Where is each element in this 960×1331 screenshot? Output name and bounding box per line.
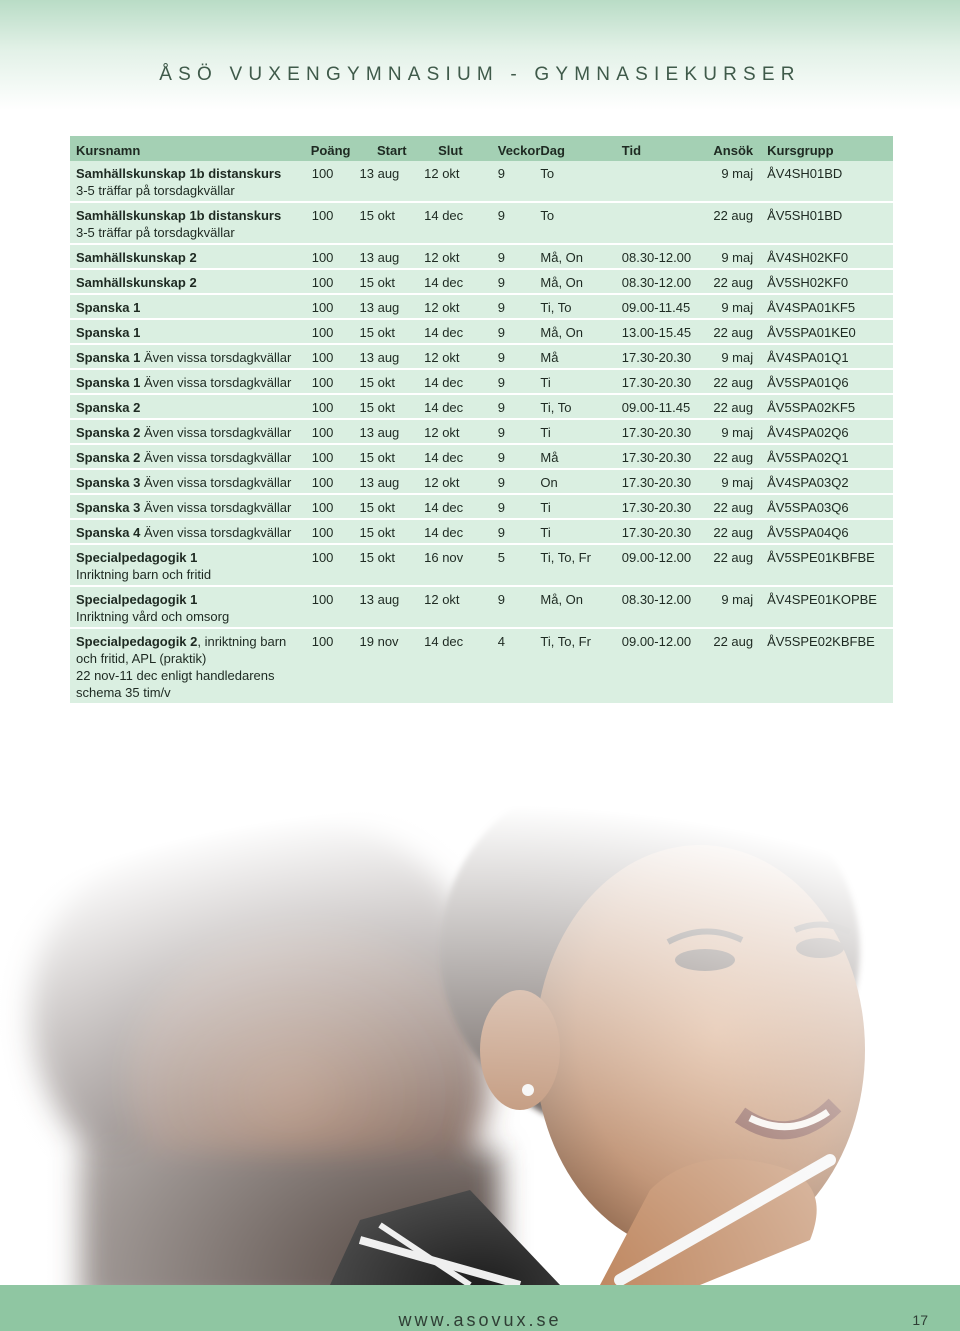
course-name-note: , inriktning barn	[197, 634, 287, 649]
table-row	[70, 444, 893, 469]
course-points-cell: 100	[302, 519, 360, 544]
course-day-cell: Ti	[540, 494, 621, 519]
course-name-subline: schema 35 tim/v	[76, 685, 171, 700]
course-name-cell	[70, 369, 302, 394]
course-points-cell: 100	[302, 161, 360, 202]
course-name: Spanska 3	[76, 500, 141, 515]
course-start-cell: 15 okt	[360, 519, 425, 544]
col-header-weeks: Veckor	[498, 136, 541, 161]
table-row	[70, 586, 893, 628]
course-group-cell: ÅV5SPA02KF5	[767, 394, 893, 419]
course-end-cell: 14 dec	[424, 628, 498, 704]
course-start-cell: 15 okt	[360, 319, 425, 344]
course-group-cell: ÅV4SPA03Q2	[767, 469, 893, 494]
course-name-cell	[70, 394, 302, 419]
course-group-cell: ÅV4SPA01KF5	[767, 294, 893, 319]
course-apply-cell: 22 aug	[713, 369, 767, 394]
table-row	[70, 469, 893, 494]
course-group-cell: ÅV5SPA03Q6	[767, 494, 893, 519]
course-apply-cell: 22 aug	[713, 269, 767, 294]
course-weeks-cell: 9	[498, 394, 541, 419]
course-name-cell	[70, 269, 302, 294]
course-start-cell: 13 aug	[360, 586, 425, 628]
course-name-cell	[70, 519, 302, 544]
course-weeks-cell: 9	[498, 469, 541, 494]
course-time-cell: 09.00-11.45	[622, 294, 713, 319]
course-weeks-cell: 9	[498, 494, 541, 519]
table-row	[70, 494, 893, 519]
col-header-apply: Ansök	[713, 136, 767, 161]
course-name-cell	[70, 444, 302, 469]
course-time-cell: 08.30-12.00	[622, 244, 713, 269]
course-day-cell: Må, On	[540, 319, 621, 344]
course-time-cell	[622, 161, 713, 202]
course-name: Specialpedagogik 2	[76, 634, 198, 649]
course-name-cell	[70, 202, 302, 244]
course-apply-cell: 22 aug	[713, 519, 767, 544]
course-start-cell: 13 aug	[360, 469, 425, 494]
col-header-time: Tid	[622, 136, 713, 161]
course-end-cell: 14 dec	[424, 269, 498, 294]
course-start-cell: 15 okt	[360, 269, 425, 294]
course-end-cell: 16 nov	[424, 544, 498, 586]
course-start-cell: 15 okt	[360, 544, 425, 586]
course-apply-cell: 22 aug	[713, 628, 767, 704]
course-end-cell: 14 dec	[424, 494, 498, 519]
course-start-cell: 13 aug	[360, 344, 425, 369]
course-points-cell: 100	[302, 344, 360, 369]
course-group-cell: ÅV5SPA04Q6	[767, 519, 893, 544]
course-name: Samhällskunskap 1b distanskurs	[76, 166, 282, 181]
course-start-cell: 15 okt	[360, 444, 425, 469]
course-points-cell: 100	[302, 628, 360, 704]
course-name: Spanska 1	[76, 375, 141, 390]
course-start-cell: 13 aug	[360, 161, 425, 202]
course-points-cell: 100	[302, 394, 360, 419]
course-weeks-cell: 9	[498, 586, 541, 628]
course-apply-cell: 9 maj	[713, 469, 767, 494]
course-weeks-cell: 9	[498, 444, 541, 469]
course-points-cell: 100	[302, 294, 360, 319]
course-name: Samhällskunskap 1b distanskurs	[76, 208, 282, 223]
course-name: Samhällskunskap 2	[76, 275, 197, 290]
course-name-note: Även vissa torsdagkvällar	[140, 525, 292, 540]
course-name-cell	[70, 244, 302, 269]
course-points-cell: 100	[302, 469, 360, 494]
course-start-cell: 15 okt	[360, 202, 425, 244]
course-name-cell	[70, 544, 302, 586]
course-name-subline: Inriktning vård och omsorg	[76, 609, 230, 624]
course-weeks-cell: 9	[498, 244, 541, 269]
course-weeks-cell: 9	[498, 269, 541, 294]
course-name: Spanska 1	[76, 325, 141, 340]
course-group-cell: ÅV5SPE02KBFBE	[767, 628, 893, 704]
course-time-cell: 17.30-20.30	[622, 444, 713, 469]
table-body	[70, 161, 893, 704]
course-day-cell: To	[540, 161, 621, 202]
course-start-cell: 15 okt	[360, 394, 425, 419]
header-band	[0, 0, 960, 110]
course-end-cell: 12 okt	[424, 586, 498, 628]
course-day-cell: On	[540, 469, 621, 494]
col-header-day: Dag	[540, 136, 621, 161]
course-group-cell: ÅV4SPA01Q1	[767, 344, 893, 369]
course-time-cell: 13.00-15.45	[622, 319, 713, 344]
course-name-subline: 3-5 träffar på torsdagkvällar	[76, 183, 235, 198]
course-points-cell: 100	[302, 202, 360, 244]
course-end-cell: 14 dec	[424, 202, 498, 244]
course-name-note: Även vissa torsdagkvällar	[140, 450, 292, 465]
page-number: 17	[912, 1312, 928, 1328]
course-start-cell: 13 aug	[360, 244, 425, 269]
course-weeks-cell: 9	[498, 319, 541, 344]
course-end-cell: 14 dec	[424, 444, 498, 469]
table-row	[70, 244, 893, 269]
table-row	[70, 202, 893, 244]
course-day-cell: Må	[540, 344, 621, 369]
course-time-cell: 08.30-12.00	[622, 586, 713, 628]
col-header-points: Poäng	[302, 136, 360, 161]
course-name-subline: 3-5 träffar på torsdagkvällar	[76, 225, 235, 240]
course-group-cell: ÅV4SPA02Q6	[767, 419, 893, 444]
course-day-cell: Må	[540, 444, 621, 469]
course-time-cell: 17.30-20.30	[622, 469, 713, 494]
course-end-cell: 14 dec	[424, 394, 498, 419]
course-group-cell: ÅV4SPE01KOPBE	[767, 586, 893, 628]
course-points-cell: 100	[302, 586, 360, 628]
course-group-cell: ÅV5SH01BD	[767, 202, 893, 244]
course-group-cell: ÅV5SPE01KBFBE	[767, 544, 893, 586]
course-start-cell: 13 aug	[360, 294, 425, 319]
course-end-cell: 12 okt	[424, 419, 498, 444]
course-apply-cell: 22 aug	[713, 544, 767, 586]
course-day-cell: Må, On	[540, 269, 621, 294]
course-name: Samhällskunskap 2	[76, 250, 197, 265]
course-day-cell: Må, On	[540, 244, 621, 269]
course-name-note: Även vissa torsdagkvällar	[140, 475, 292, 490]
course-name-cell	[70, 344, 302, 369]
col-header-end: Slut	[424, 136, 498, 161]
course-name-cell	[70, 469, 302, 494]
col-header-group: Kursgrupp	[767, 136, 893, 161]
course-end-cell: 12 okt	[424, 244, 498, 269]
course-time-cell: 17.30-20.30	[622, 419, 713, 444]
course-name: Spanska 2	[76, 400, 141, 415]
course-weeks-cell: 4	[498, 628, 541, 704]
course-group-cell: ÅV4SH02KF0	[767, 244, 893, 269]
table-row	[70, 294, 893, 319]
course-time-cell: 08.30-12.00	[622, 269, 713, 294]
course-group-cell: ÅV5SPA01KE0	[767, 319, 893, 344]
course-end-cell: 12 okt	[424, 161, 498, 202]
course-apply-cell: 9 maj	[713, 244, 767, 269]
course-name: Spanska 1	[76, 300, 141, 315]
course-time-cell: 17.30-20.30	[622, 494, 713, 519]
course-name-cell	[70, 419, 302, 444]
course-name-note: Även vissa torsdagkvällar	[140, 375, 292, 390]
table-row	[70, 394, 893, 419]
table-row	[70, 519, 893, 544]
course-name: Spanska 2	[76, 450, 141, 465]
course-points-cell: 100	[302, 269, 360, 294]
course-weeks-cell: 9	[498, 161, 541, 202]
course-apply-cell: 9 maj	[713, 344, 767, 369]
course-day-cell: Ti	[540, 519, 621, 544]
course-end-cell: 12 okt	[424, 469, 498, 494]
course-day-cell: Ti, To	[540, 394, 621, 419]
course-apply-cell: 22 aug	[713, 319, 767, 344]
course-end-cell: 14 dec	[424, 319, 498, 344]
course-name-cell	[70, 586, 302, 628]
photo-students-icon	[0, 720, 960, 1285]
course-weeks-cell: 9	[498, 369, 541, 394]
course-start-cell: 19 nov	[360, 628, 425, 704]
course-name: Spanska 1	[76, 350, 141, 365]
course-apply-cell: 9 maj	[713, 586, 767, 628]
course-name-note: Även vissa torsdagkvällar	[140, 425, 292, 440]
course-group-cell: ÅV5SPA01Q6	[767, 369, 893, 394]
course-weeks-cell: 9	[498, 202, 541, 244]
course-group-cell: ÅV5SH02KF0	[767, 269, 893, 294]
course-apply-cell: 22 aug	[713, 494, 767, 519]
course-weeks-cell: 9	[498, 519, 541, 544]
table-row	[70, 369, 893, 394]
course-apply-cell: 22 aug	[713, 394, 767, 419]
course-name-subline: Inriktning barn och fritid	[76, 567, 212, 582]
course-name-cell	[70, 294, 302, 319]
table-row	[70, 419, 893, 444]
course-time-cell: 09.00-12.00	[622, 544, 713, 586]
course-group-cell: ÅV4SH01BD	[767, 161, 893, 202]
course-points-cell: 100	[302, 544, 360, 586]
course-table	[70, 136, 893, 705]
course-name: Spanska 3	[76, 475, 141, 490]
course-day-cell: Må, On	[540, 586, 621, 628]
course-start-cell: 15 okt	[360, 494, 425, 519]
page-title: ÅSÖ VUXENGYMNASIUM - GYMNASIEKURSER	[159, 64, 801, 85]
course-weeks-cell: 9	[498, 294, 541, 319]
course-day-cell: To	[540, 202, 621, 244]
course-points-cell: 100	[302, 419, 360, 444]
course-name: Specialpedagogik 1	[76, 550, 198, 565]
course-time-cell: 17.30-20.30	[622, 369, 713, 394]
course-start-cell: 15 okt	[360, 369, 425, 394]
course-name-note: Även vissa torsdagkvällar	[140, 500, 292, 515]
course-points-cell: 100	[302, 319, 360, 344]
course-weeks-cell: 9	[498, 419, 541, 444]
course-name-subline: 22 nov-11 dec enligt handledarens	[76, 668, 275, 683]
course-name-cell	[70, 319, 302, 344]
course-time-cell: 17.30-20.30	[622, 519, 713, 544]
col-header-name: Kursnamn	[70, 136, 302, 161]
course-time-cell	[622, 202, 713, 244]
table-header-row	[70, 136, 893, 161]
course-day-cell: Ti	[540, 419, 621, 444]
course-day-cell: Ti, To, Fr	[540, 628, 621, 704]
col-header-start: Start	[360, 136, 425, 161]
course-apply-cell: 9 maj	[713, 161, 767, 202]
course-name-cell	[70, 161, 302, 202]
course-end-cell: 14 dec	[424, 369, 498, 394]
course-time-cell: 09.00-11.45	[622, 394, 713, 419]
course-end-cell: 12 okt	[424, 344, 498, 369]
course-name-subline: och fritid, APL (praktik)	[76, 651, 207, 666]
course-day-cell: Ti, To	[540, 294, 621, 319]
course-name: Specialpedagogik 1	[76, 592, 198, 607]
footer-url[interactable]: www.asovux.se	[398, 1310, 562, 1330]
course-name: Spanska 4	[76, 525, 141, 540]
course-end-cell: 12 okt	[424, 294, 498, 319]
course-time-cell: 09.00-12.00	[622, 628, 713, 704]
table-row	[70, 269, 893, 294]
course-points-cell: 100	[302, 444, 360, 469]
course-start-cell: 13 aug	[360, 419, 425, 444]
course-day-cell: Ti	[540, 369, 621, 394]
table-row	[70, 628, 893, 704]
course-name-cell	[70, 628, 302, 704]
student-photo	[0, 720, 960, 1285]
course-apply-cell: 9 maj	[713, 294, 767, 319]
course-time-cell: 17.30-20.30	[622, 344, 713, 369]
course-apply-cell: 9 maj	[713, 419, 767, 444]
course-end-cell: 14 dec	[424, 519, 498, 544]
table-row	[70, 344, 893, 369]
course-points-cell: 100	[302, 369, 360, 394]
table-row	[70, 319, 893, 344]
course-name-note: Även vissa torsdagkvällar	[140, 350, 292, 365]
course-group-cell: ÅV5SPA02Q1	[767, 444, 893, 469]
course-apply-cell: 22 aug	[713, 202, 767, 244]
table-row	[70, 161, 893, 202]
course-name: Spanska 2	[76, 425, 141, 440]
course-apply-cell: 22 aug	[713, 444, 767, 469]
course-day-cell: Ti, To, Fr	[540, 544, 621, 586]
course-points-cell: 100	[302, 494, 360, 519]
course-weeks-cell: 5	[498, 544, 541, 586]
table-row	[70, 544, 893, 586]
course-weeks-cell: 9	[498, 344, 541, 369]
course-name-cell	[70, 494, 302, 519]
course-points-cell: 100	[302, 244, 360, 269]
